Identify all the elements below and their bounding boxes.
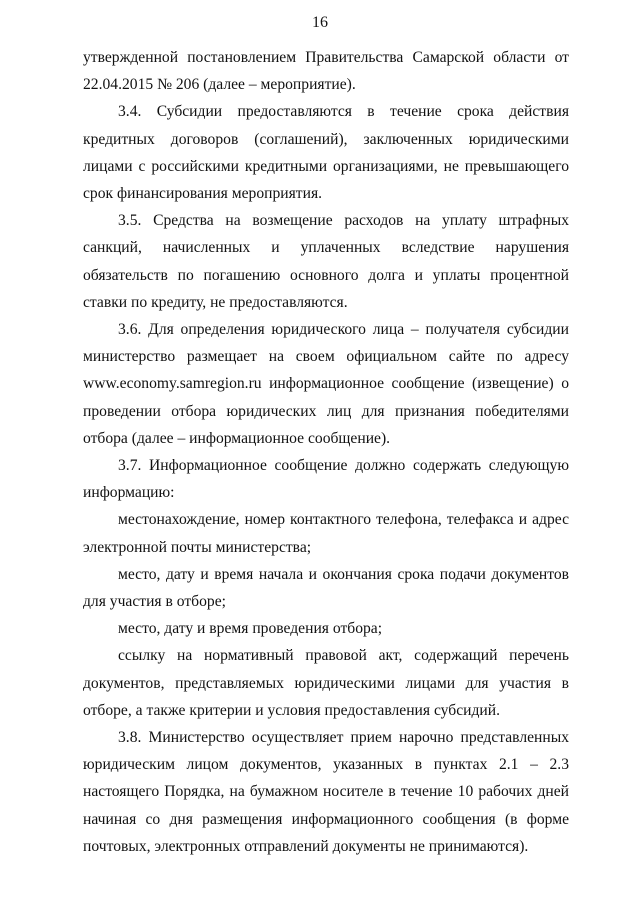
list-item-legal-act-link: ссылку на нормативный правовой акт, содержащий перечень документов, представляемых юридическими лицами для участия в отборе, а также критерии и условия предоставления субсидий. [83, 647, 569, 719]
paragraph-3-6: 3.6. Для определения юридического лица – получателя субсидии министерство размещает на своем официальном сайте по адресу www.economy.samregion.ru информационное сообщение (извещение) о проведении отбора юридических лиц для признания победителями отбора (далее – информационное сообщение). [83, 321, 569, 447]
list-item-selection-time: место, дату и время проведения отбора; [118, 620, 383, 638]
page-number: 16 [312, 14, 328, 31]
paragraph-3-7: 3.7. Информационное сообщение должно содержать следующую информацию: [83, 457, 569, 502]
paragraph-continuation: утвержденной постановлением Правительства Самарской области от 22.04.2015 № 206 (далее – мероприятие). [83, 49, 569, 94]
paragraph-3-5: 3.5. Средства на возмещение расходов на уплату штрафных санкций, начисленных и уплаченных вследствие нарушения обязательств по погашению основного долга и уплаты процентной ставки по кредиту, не предоставляются. [83, 212, 569, 311]
paragraph-3-4: 3.4. Субсидии предоставляются в течение срока действия кредитных договоров (соглашений), заключенных юридическими лицами с российскими кредитными организациями, не превышающего срок финансирования мероприятия. [83, 103, 569, 203]
list-item-submission-period: место, дату и время начала и окончания срока подачи документов для участия в отборе; [83, 565, 569, 611]
document-body [83, 44, 569, 860]
list-item-location: местонахождение, номер контактного телефона, телефакса и адрес электронной почты министерства; [83, 511, 569, 556]
paragraph-3-8: 3.8. Министерство осуществляет прием нарочно представленных юридическим лицом документов, указанных в пунктах 2.1 – 2.3 настоящего Порядка, на бумажном носителе в течение 10 рабочих дней начиная со дня размещения информационного сообщения (в форме почтовых, электронных отправлений документы не принимаются). [83, 729, 569, 855]
